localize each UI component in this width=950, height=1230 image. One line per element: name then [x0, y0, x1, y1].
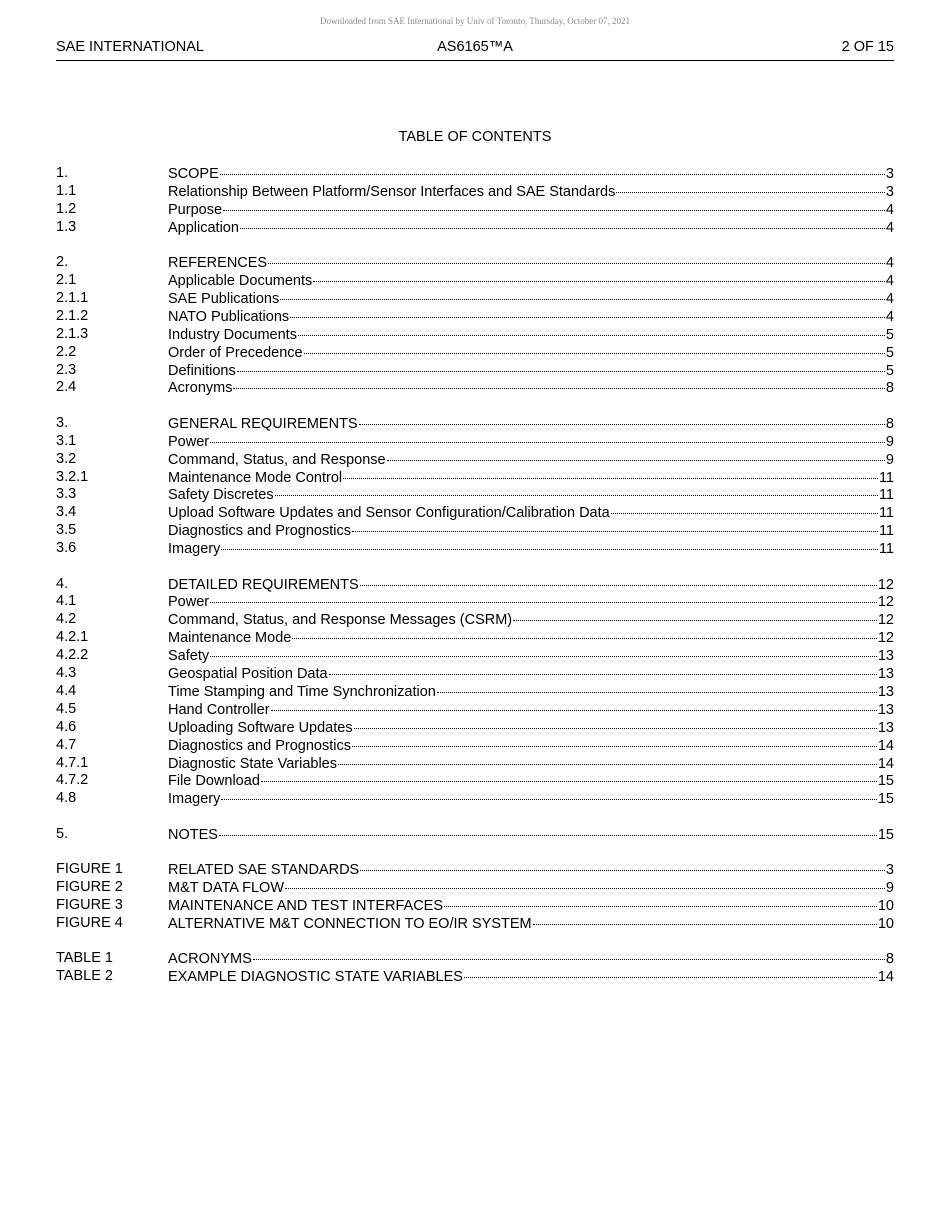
- toc-entry-page: 15: [877, 826, 894, 843]
- dot-leader: [444, 894, 877, 907]
- toc-entry-number: FIGURE 4: [56, 914, 123, 931]
- dot-leader: [437, 680, 877, 693]
- toc-entry-number: 5.: [56, 825, 69, 842]
- dot-leader: [210, 590, 877, 603]
- toc-entry-number: 2.1.1: [56, 289, 89, 306]
- dot-leader: [280, 287, 885, 300]
- publisher-name: SAE INTERNATIONAL: [56, 39, 204, 55]
- dot-leader: [329, 662, 877, 675]
- toc-entry-number: 3.2.1: [56, 468, 89, 485]
- toc-entry-page: 13: [877, 683, 894, 700]
- toc-entry-number: 1.: [56, 165, 69, 181]
- toc-entry-page: 12: [877, 630, 894, 647]
- table-of-contents: [56, 165, 894, 1004]
- toc-entry-title: REFERENCES: [168, 255, 268, 272]
- toc-entry-title: GENERAL REQUIREMENTS: [168, 415, 358, 432]
- toc-group: [56, 576, 894, 809]
- dot-leader: [304, 341, 885, 354]
- toc-entry-page: 5: [885, 362, 894, 379]
- dot-leader: [354, 716, 877, 729]
- toc-entry-title: Power: [168, 433, 210, 450]
- toc-entry-page: 4: [885, 255, 894, 272]
- dot-leader: [253, 947, 885, 960]
- toc-entry-number: 3.4: [56, 504, 77, 521]
- toc-entry-page: 4: [885, 201, 894, 218]
- toc-entry-number: 4.1: [56, 593, 77, 610]
- toc-entry-number: 2.1.3: [56, 325, 89, 342]
- toc-entry-line: [168, 826, 894, 845]
- toc-entry-number: 4.7.1: [56, 754, 89, 771]
- toc-entry-page: 14: [877, 755, 894, 772]
- toc-entry-title: M&T DATA FLOW: [168, 880, 285, 897]
- toc-entry-number: 2.3: [56, 361, 77, 378]
- toc-entry-page: 13: [877, 666, 894, 683]
- toc-entry-title: Maintenance Mode: [168, 630, 292, 647]
- toc-title: TABLE OF CONTENTS: [398, 129, 552, 145]
- toc-entry-title: Definitions: [168, 362, 236, 379]
- toc-entry[interactable]: [56, 826, 894, 844]
- toc-entry-title: Relationship Between Platform/Sensor Interfaces and SAE Standards: [168, 183, 616, 200]
- toc-entry-number: 1.3: [56, 218, 77, 235]
- dot-leader: [360, 858, 885, 871]
- toc-group: [56, 826, 894, 844]
- dot-leader: [359, 412, 885, 425]
- dot-leader: [221, 537, 878, 550]
- dot-leader: [210, 644, 877, 657]
- toc-entry-page: 14: [877, 737, 894, 754]
- toc-entry-line: [168, 915, 894, 934]
- toc-entry-title: Command, Status, and Response Messages (CSRM): [168, 612, 513, 629]
- document-number: AS6165™A: [437, 39, 513, 55]
- dot-leader: [313, 269, 885, 282]
- dot-leader: [298, 323, 885, 336]
- toc-entry-page: 11: [878, 505, 894, 522]
- toc-entry-title: DETAILED REQUIREMENTS: [168, 576, 359, 593]
- toc-entry-title: Time Stamping and Time Synchronization: [168, 683, 436, 700]
- toc-entry-number: 2.1: [56, 272, 77, 289]
- toc-entry[interactable]: [56, 540, 894, 558]
- toc-entry-title: File Download: [168, 773, 260, 790]
- toc-entry-number: 4.3: [56, 665, 77, 682]
- toc-entry-number: 4.6: [56, 718, 77, 735]
- toc-entry-number: 3.3: [56, 486, 77, 503]
- toc-entry-title: Acronyms: [168, 380, 233, 397]
- dot-leader: [387, 448, 885, 461]
- toc-entry-title: NATO Publications: [168, 308, 290, 325]
- toc-entry-page: 3: [885, 166, 894, 182]
- toc-entry-page: 3: [885, 183, 894, 200]
- toc-entry-number: 2.: [56, 254, 69, 271]
- toc-entry-number: 2.1.2: [56, 307, 89, 324]
- toc-entry-page: 13: [877, 648, 894, 665]
- dot-leader: [223, 198, 885, 211]
- dot-leader: [611, 501, 878, 514]
- toc-entry-page: 9: [885, 451, 894, 468]
- toc-entry-title: Order of Precedence: [168, 344, 303, 361]
- toc-entry-number: 4.4: [56, 682, 77, 699]
- toc-entry-page: 14: [877, 969, 894, 986]
- dot-leader: [240, 216, 885, 229]
- toc-entry-line: [168, 379, 894, 398]
- toc-entry-page: 3: [885, 862, 894, 879]
- toc-entry-number: 4.2.2: [56, 647, 89, 664]
- toc-entry-number: 2.4: [56, 379, 77, 396]
- dot-leader: [285, 876, 885, 889]
- toc-entry-page: 9: [885, 880, 894, 897]
- dot-leader: [237, 359, 885, 372]
- toc-entry-title: Command, Status, and Response: [168, 451, 386, 468]
- dot-leader: [220, 162, 885, 175]
- toc-entry-title: Application: [168, 219, 239, 236]
- page-header: [56, 39, 894, 61]
- toc-entry-number: 1.1: [56, 182, 77, 199]
- toc-entry-page: 10: [877, 915, 894, 932]
- toc-entry-page: 4: [885, 219, 894, 236]
- toc-entry-page: 12: [877, 612, 894, 629]
- toc-entry-page: 8: [885, 415, 894, 432]
- toc-group: [56, 165, 894, 237]
- dot-leader: [533, 912, 877, 925]
- toc-group: [56, 861, 894, 933]
- toc-entry-number: 2.2: [56, 343, 77, 360]
- toc-entry-number: 4.2: [56, 611, 77, 628]
- toc-entry-title: RELATED SAE STANDARDS: [168, 862, 360, 879]
- toc-entry-page: 13: [877, 719, 894, 736]
- toc-entry-number: 4.: [56, 575, 69, 592]
- toc-entry-page: 12: [877, 594, 894, 611]
- toc-entry-page: 8: [885, 951, 894, 968]
- toc-entry-title: Diagnostics and Prognostics: [168, 737, 351, 754]
- download-watermark: Downloaded from SAE International by Univ of Toronto, Thursday, October 07, 2021: [320, 16, 630, 26]
- toc-entry-title: Diagnostic State Variables: [168, 755, 337, 772]
- toc-entry-title: Maintenance Mode Control: [168, 469, 343, 486]
- toc-entry-page: 11: [878, 469, 894, 486]
- toc-entry-number: TABLE 2: [56, 968, 113, 985]
- toc-entry-number: TABLE 1: [56, 950, 113, 967]
- toc-entry-number: FIGURE 2: [56, 879, 123, 896]
- dot-leader: [219, 823, 877, 836]
- toc-entry-title: Diagnostics and Prognostics: [168, 523, 351, 540]
- dot-leader: [352, 519, 878, 532]
- toc-entry-title: Uploading Software Updates: [168, 719, 353, 736]
- toc-entry-title: MAINTENANCE AND TEST INTERFACES: [168, 898, 444, 915]
- toc-group: [56, 254, 894, 397]
- toc-entry-page: 8: [885, 380, 894, 397]
- dot-leader: [513, 608, 877, 621]
- toc-entry[interactable]: [56, 790, 894, 808]
- toc-entry-title: Geospatial Position Data: [168, 666, 328, 683]
- dot-leader: [268, 251, 885, 264]
- toc-entry[interactable]: [56, 379, 894, 397]
- dot-leader: [292, 626, 877, 639]
- dot-leader: [233, 376, 884, 389]
- toc-entry-number: 3.5: [56, 522, 77, 539]
- dot-leader: [221, 787, 876, 800]
- toc-entry-title: Purpose: [168, 201, 223, 218]
- toc-entry[interactable]: [56, 968, 894, 986]
- toc-entry-title: Upload Software Updates and Sensor Configuration/Calibration Data: [168, 505, 610, 522]
- toc-entry-line: [168, 219, 894, 238]
- toc-entry-title: EXAMPLE DIAGNOSTIC STATE VARIABLES: [168, 969, 463, 986]
- toc-group: [56, 415, 894, 558]
- toc-entry-title: Hand Controller: [168, 701, 270, 718]
- dot-leader: [352, 734, 877, 747]
- toc-entry-number: 4.2.1: [56, 629, 89, 646]
- toc-entry-number: 4.8: [56, 790, 77, 807]
- toc-entry-title: Safety: [168, 648, 210, 665]
- dot-leader: [616, 180, 885, 193]
- toc-entry-title: Imagery: [168, 791, 221, 808]
- toc-entry-number: 3.1: [56, 432, 77, 449]
- dot-leader: [261, 769, 877, 782]
- toc-entry-title: Safety Discretes: [168, 487, 274, 504]
- toc-entry-number: FIGURE 1: [56, 861, 123, 878]
- toc-entry-title: ACRONYMS: [168, 951, 252, 968]
- toc-entry-line: [168, 540, 894, 559]
- toc-entry-line: [168, 968, 894, 987]
- toc-entry-title: SCOPE: [168, 166, 219, 182]
- toc-entry-line: [168, 790, 894, 809]
- toc-entry-page: 9: [885, 433, 894, 450]
- dot-leader: [464, 965, 877, 978]
- toc-entry-number: 4.5: [56, 700, 77, 717]
- toc-entry-page: 15: [877, 791, 894, 808]
- toc-entry-number: 3.6: [56, 540, 77, 557]
- toc-entry-page: 11: [878, 523, 894, 540]
- toc-entry-title: Power: [168, 594, 210, 611]
- toc-entry-title: SAE Publications: [168, 290, 280, 307]
- toc-entry-page: 10: [877, 898, 894, 915]
- toc-entry-title: Applicable Documents: [168, 273, 313, 290]
- toc-entry-page: 5: [885, 344, 894, 361]
- toc-entry-title: Industry Documents: [168, 326, 297, 343]
- dot-leader: [360, 573, 877, 586]
- dot-leader: [210, 430, 885, 443]
- toc-entry-page: 15: [877, 773, 894, 790]
- page-number: 2 OF 15: [841, 39, 894, 55]
- toc-entry-number: 1.2: [56, 200, 77, 217]
- toc-entry-number: 3.: [56, 414, 69, 431]
- dot-leader: [275, 483, 878, 496]
- toc-entry-number: 4.7: [56, 736, 77, 753]
- toc-entry-page: 12: [877, 576, 894, 593]
- dot-leader: [290, 305, 885, 318]
- dot-leader: [343, 466, 878, 479]
- toc-entry-title: Imagery: [168, 541, 221, 558]
- toc-group: [56, 950, 894, 986]
- toc-entry-page: 4: [885, 308, 894, 325]
- toc-entry-page: 11: [878, 541, 894, 558]
- toc-entry-number: 4.7.2: [56, 772, 89, 789]
- toc-entry-page: 13: [877, 701, 894, 718]
- toc-entry-number: 3.2: [56, 450, 77, 467]
- toc-entry-page: 4: [885, 290, 894, 307]
- dot-leader: [271, 698, 877, 711]
- toc-entry-title: ALTERNATIVE M&T CONNECTION TO EO/IR SYSTEM: [168, 915, 532, 932]
- toc-entry-page: 4: [885, 273, 894, 290]
- toc-entry[interactable]: [56, 219, 894, 237]
- dot-leader: [338, 752, 877, 765]
- toc-entry-number: FIGURE 3: [56, 897, 123, 914]
- toc-entry-page: 5: [885, 326, 894, 343]
- toc-entry-page: 11: [878, 487, 894, 504]
- toc-entry-title: NOTES: [168, 826, 218, 843]
- toc-entry[interactable]: [56, 915, 894, 933]
